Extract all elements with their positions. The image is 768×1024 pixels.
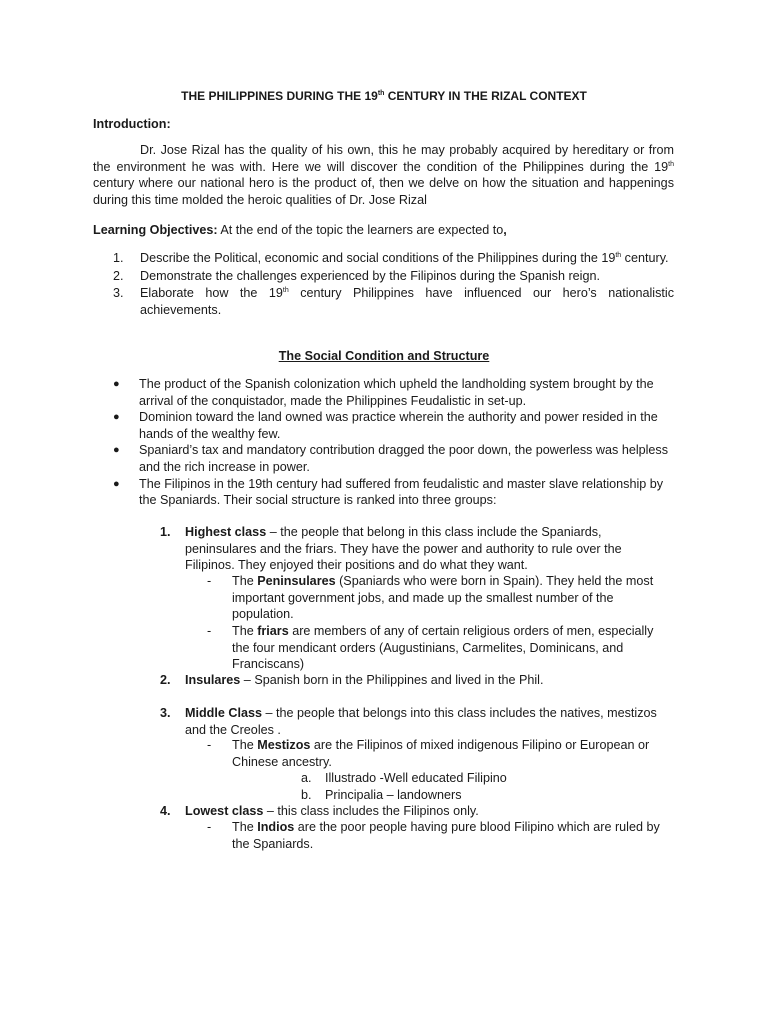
introduction-label: Introduction: bbox=[93, 117, 171, 131]
bullet-list bbox=[113, 376, 673, 509]
title-superscript: th bbox=[377, 90, 385, 97]
document-title bbox=[0, 88, 768, 105]
title-text-rest: CENTURY IN THE RIZAL CONTEXT bbox=[384, 89, 587, 103]
bullet-icon: ● bbox=[113, 411, 120, 424]
bullet-icon: ● bbox=[113, 378, 120, 390]
sub-sub-item-illustrado: a. Illustrado -Well educated Filipino bbox=[301, 771, 507, 785]
sub-item-mestizos: - The Mestizos are the Filipinos of mixed indigenous Filipino or European or Chinese ancestry. bbox=[207, 738, 650, 769]
list-item: 3. Elaborate how the 19th century Philippines have influenced our hero’s nationalistic achievements. bbox=[113, 286, 674, 317]
list-item: ● Spaniard’s tax and mandatory contribution dragged the poor down, the powerless was helpless and the rich increase in power. bbox=[113, 443, 669, 474]
bullet-icon: ● bbox=[113, 477, 120, 490]
title-text: THE PHILIPPINES DURING THE 19 bbox=[181, 89, 378, 103]
list-item: 2. Demonstrate the challenges experienced by the Filipinos during the Spanish reign. bbox=[113, 268, 600, 283]
sub-item-peninsulares: - The Peninsulares (Spaniards who were born in Spain). They held the most important government jobs, and made up the smallest number of the population. bbox=[207, 574, 654, 622]
list-item: ● The Filipinos in the 19th century had suffered from feudalistic and master slave relationship by the Spaniards. Their social structure is ranked into three groups: bbox=[113, 476, 664, 508]
sub-sub-item-principalia: b. Principalia – landowners bbox=[301, 788, 462, 802]
learning-objectives-label: Learning Objectives: bbox=[93, 223, 218, 237]
list-item: 1. Describe the Political, economic and social conditions of the Philippines during the 19th century. bbox=[113, 251, 669, 265]
class-item-insulares: 2. Insulares – Spanish born in the Philippines and lived in the Phil. bbox=[160, 673, 544, 687]
bullet-icon: ● bbox=[113, 444, 120, 457]
list-item: ● The product of the Spanish colonization which upheld the landholding system brought by the arrival of the conquistador, made the Philippines Feudalistic in set-up. bbox=[113, 377, 654, 408]
introduction-paragraph: Dr. Jose Rizal has the quality of his own, this he may probably acquired by hereditary or from the environment he was with. Here we will discover the condition of the Philippines during the 19th century where our national hero is the product of, then we delve on how the situation and happenings during this time molded the heroic qualities of Dr. Jose Rizal bbox=[93, 143, 674, 207]
class-item-middle: 3. Middle Class – the people that belongs into this class includes the natives, mestizos and the Creoles . bbox=[160, 706, 657, 737]
sub-item-friars: - The friars are members of any of certain religious orders of men, especially the four mendicant orders (Augustinians, Carmelites, Dominicans, and Franciscans) bbox=[207, 624, 654, 672]
class-item-lowest: 4. Lowest class – this class includes the Filipinos only. bbox=[160, 804, 479, 818]
section-heading: The Social Condition and Structure bbox=[278, 349, 490, 363]
list-item: ● Dominion toward the land owned was practice wherein the authority and power resided in the hands of the wealthy few. bbox=[113, 410, 658, 441]
class-item-highest: 1. Highest class – the people that belong in this class include the Spaniards, peninsulares and the friars. They have the power and authority to rule over the Filipinos. They enjoyed their positions and do what they want. bbox=[160, 525, 622, 573]
sub-item-indios: - The Indios are the poor people having pure blood Filipino which are ruled by the Spaniards. bbox=[207, 820, 660, 851]
objectives-list bbox=[93, 250, 674, 319]
learning-objectives: Learning Objectives: At the end of the topic the learners are expected to, bbox=[93, 223, 507, 237]
